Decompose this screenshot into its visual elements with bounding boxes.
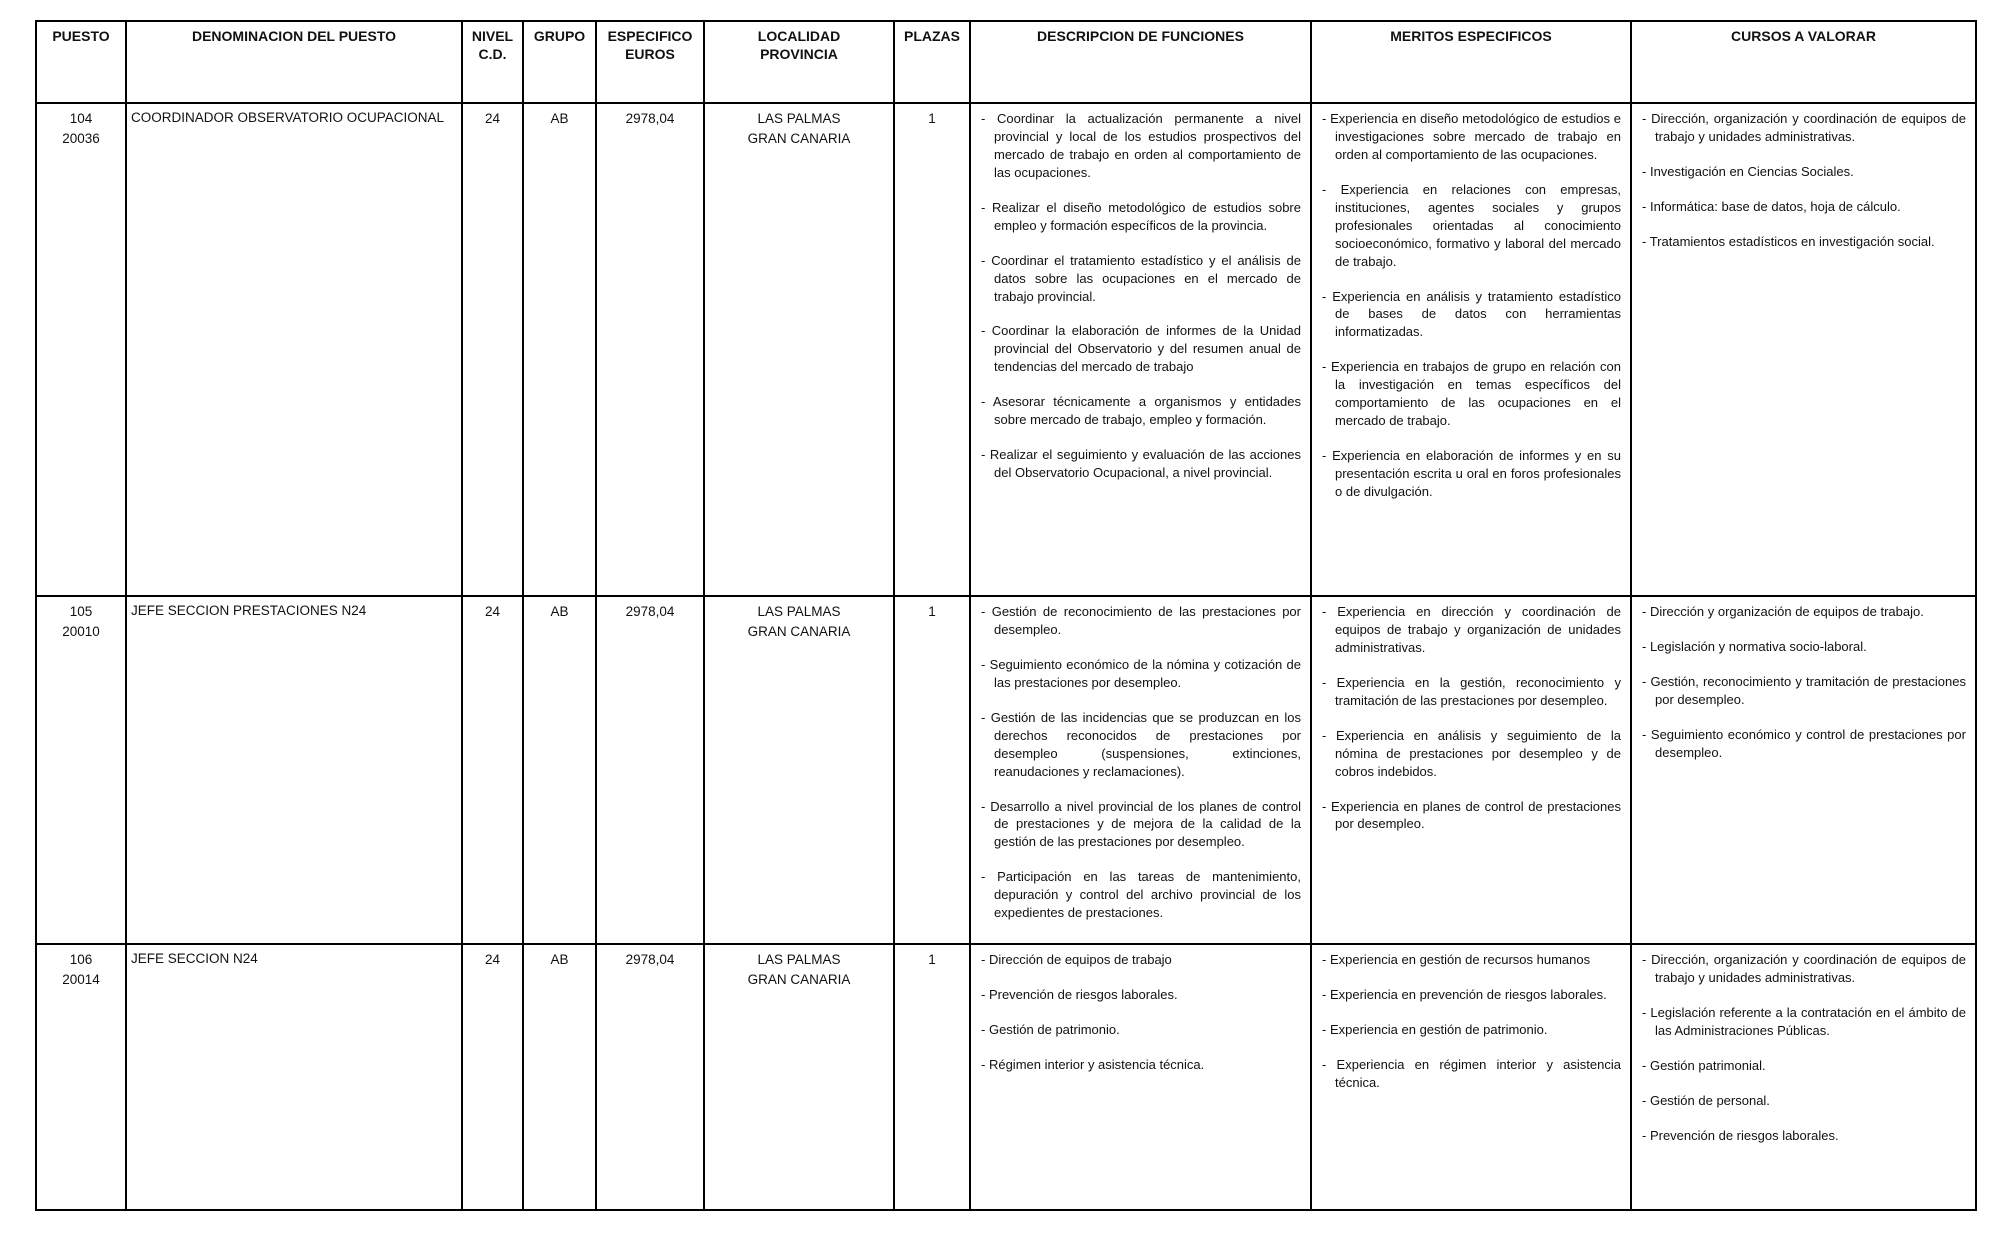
header-label-line: C.D. (478, 46, 507, 63)
cell-meritos-item: - Experiencia en gestión de recursos humanos (1322, 951, 1621, 969)
cell-funciones (970, 944, 1311, 1210)
col-header-denominacion (126, 21, 462, 103)
cell-cursos (1631, 103, 1976, 596)
header-label-line: DESCRIPCION DE FUNCIONES (1037, 28, 1244, 44)
cell-funciones-item: - Coordinar la elaboración de informes de la Unidad provincial del Observatorio y del resumen anual de tendencias del mercado de trabajo (981, 322, 1301, 376)
cell-localidad-line: LAS PALMAS (757, 111, 841, 126)
cell-meritos-item: - Experiencia en gestión de patrimonio. (1322, 1021, 1621, 1039)
cell-meritos-item: - Experiencia en diseño metodológico de estudios e investigaciones sobre mercado de trabajo en orden al comportamiento de las ocupaciones. (1322, 110, 1621, 164)
cell-cursos-item: - Legislación referente a la contratación en el ámbito de las Administraciones Públicas. (1642, 1004, 1966, 1040)
cell-meritos-item: - Experiencia en dirección y coordinación de equipos de trabajo y organización de unidades administrativas. (1322, 603, 1621, 657)
cell-puesto-line: 104 (69, 111, 93, 126)
cell-cursos-item: - Informática: base de datos, hoja de cálculo. (1642, 198, 1966, 216)
cell-cursos (1631, 596, 1976, 944)
cell-denominacion: JEFE SECCION N24 (126, 944, 462, 1210)
cell-cursos-item: - Seguimiento económico y control de prestaciones por desempleo. (1642, 726, 1966, 762)
header-label-line: LOCALIDAD (757, 28, 841, 44)
cell-localidad (704, 103, 894, 596)
cell-puesto (36, 103, 126, 596)
cell-localidad-line: LAS PALMAS (757, 952, 841, 968)
cell-plazas: 1 (894, 596, 970, 944)
cell-localidad (704, 944, 894, 1210)
cell-meritos-item: - Experiencia en la gestión, reconocimiento y tramitación de las prestaciones por desempleo. (1322, 674, 1621, 710)
col-header-localidad (704, 21, 894, 103)
cell-funciones (970, 103, 1311, 596)
cell-cursos-item: - Gestión de personal. (1642, 1092, 1966, 1110)
cell-cursos-item: - Dirección, organización y coordinación de equipos de trabajo y unidades administrativas. (1642, 951, 1966, 987)
cell-grupo: AB (523, 596, 596, 944)
cell-funciones-item: - Realizar el diseño metodológico de estudios sobre empleo y formación específicos de la provincia. (981, 199, 1301, 235)
cell-meritos-item: - Experiencia en análisis y tratamiento estadístico de bases de datos con herramientas informatizadas. (1322, 288, 1621, 342)
col-header-cursos (1631, 21, 1976, 103)
cell-cursos (1631, 944, 1976, 1210)
cell-cursos-item: - Legislación y normativa socio-laboral. (1642, 638, 1966, 656)
cell-grupo: AB (523, 103, 596, 596)
header-label-line: MERITOS ESPECIFICOS (1390, 28, 1552, 44)
cell-denominacion: JEFE SECCION PRESTACIONES N24 (126, 596, 462, 944)
cell-denominacion: COORDINADOR OBSERVATORIO OCUPACIONAL (126, 103, 462, 596)
cell-meritos (1311, 944, 1631, 1210)
cell-especifico: 2978,04 (596, 944, 704, 1210)
cell-funciones-item: - Coordinar la actualización permanente a nivel provincial y local de los estudios prospectivos del mercado de trabajo en orden al comportamiento de las ocupaciones. (981, 110, 1301, 182)
cell-cursos-item: - Gestión patrimonial. (1642, 1057, 1966, 1075)
job-positions-table (35, 20, 1977, 1211)
cell-nivel-cd: 24 (462, 596, 523, 944)
header-label-line: PLAZAS (904, 28, 960, 44)
header-label-line: NIVEL (471, 28, 514, 44)
cell-funciones-item: - Gestión de las incidencias que se produzcan en los derechos reconocidos de prestaciones por desempleo (suspensiones, extinciones, reanudaciones y reclamaciones). (981, 709, 1301, 781)
cell-cursos-item: - Dirección y organización de equipos de trabajo. (1642, 603, 1966, 621)
header-label-line: EUROS (625, 46, 675, 63)
cell-puesto-line: 106 (69, 952, 93, 968)
scanned-document-page (0, 20, 2000, 1249)
header-label-line: PUESTO (52, 28, 110, 44)
cell-meritos (1311, 596, 1631, 944)
col-header-grupo (523, 21, 596, 103)
cell-especifico: 2978,04 (596, 596, 704, 944)
cell-funciones-item: - Desarrollo a nivel provincial de los planes de control de prestaciones y de mejora de la calidad de la gestión de las prestaciones por desempleo. (981, 798, 1301, 852)
cell-nivel-cd: 24 (462, 103, 523, 596)
cell-nivel-cd: 24 (462, 944, 523, 1210)
cell-funciones-item: - Participación en las tareas de mantenimiento, depuración y control del archivo provincial de los expedientes de prestaciones. (981, 868, 1301, 922)
table-row (36, 103, 1976, 596)
cell-meritos-item: - Experiencia en análisis y seguimiento de la nómina de prestaciones por desempleo y de cobros indebidos. (1322, 727, 1621, 781)
cell-funciones-item: - Gestión de patrimonio. (981, 1021, 1301, 1039)
col-header-especifico (596, 21, 704, 103)
cell-funciones-item: - Asesorar técnicamente a organismos y entidades sobre mercado de trabajo, empleo y formación. (981, 393, 1301, 429)
cell-puesto-line: 20036 (62, 130, 100, 146)
cell-localidad-line: LAS PALMAS (757, 604, 841, 619)
cell-cursos-item: - Prevención de riesgos laborales. (1642, 1127, 1966, 1145)
cell-grupo: AB (523, 944, 596, 1210)
header-label-line: DENOMINACION DEL PUESTO (191, 28, 397, 44)
cell-localidad-line: GRAN CANARIA (747, 130, 851, 146)
cell-puesto-line: 105 (69, 604, 93, 619)
col-header-funciones (970, 21, 1311, 103)
col-header-nivel-cd (462, 21, 523, 103)
cell-plazas: 1 (894, 103, 970, 596)
header-label-line: PROVINCIA (760, 46, 838, 63)
table-body (36, 103, 1976, 1210)
cell-especifico: 2978,04 (596, 103, 704, 596)
cell-cursos-item: - Dirección, organización y coordinación de equipos de trabajo y unidades administrativas. (1642, 110, 1966, 146)
header-label-line: GRUPO (533, 28, 586, 44)
cell-funciones-item: - Realizar el seguimiento y evaluación de las acciones del Observatorio Ocupacional, a nivel provincial. (981, 446, 1301, 482)
cell-localidad (704, 596, 894, 944)
header-label-line: CURSOS A VALORAR (1731, 28, 1876, 44)
table-row (36, 596, 1976, 944)
cell-localidad-line: GRAN CANARIA (747, 623, 851, 639)
cell-localidad-line: GRAN CANARIA (747, 971, 851, 987)
col-header-puesto (36, 21, 126, 103)
cell-funciones-item: - Gestión de reconocimiento de las prestaciones por desempleo. (981, 603, 1301, 639)
cell-puesto (36, 596, 126, 944)
cell-funciones (970, 596, 1311, 944)
table-header (36, 21, 1976, 103)
cell-funciones-item: - Seguimiento económico de la nómina y cotización de las prestaciones por desempleo. (981, 656, 1301, 692)
cell-cursos-item: - Tratamientos estadísticos en investigación social. (1642, 233, 1966, 251)
cell-plazas: 1 (894, 944, 970, 1210)
table-row (36, 944, 1976, 1210)
cell-meritos-item: - Experiencia en relaciones con empresas, instituciones, agentes sociales y grupos profesionales orientadas al conocimiento socioeconómico, formativo y laboral del mercado de trabajo. (1322, 181, 1621, 271)
cell-meritos-item: - Experiencia en prevención de riesgos laborales. (1322, 986, 1621, 1004)
cell-cursos-item: - Gestión, reconocimiento y tramitación de prestaciones por desempleo. (1642, 673, 1966, 709)
cell-puesto-line: 20014 (62, 971, 100, 987)
cell-funciones-item: - Dirección de equipos de trabajo (981, 951, 1301, 969)
cell-cursos-item: - Investigación en Ciencias Sociales. (1642, 163, 1966, 181)
cell-meritos-item: - Experiencia en régimen interior y asistencia técnica. (1322, 1056, 1621, 1092)
col-header-plazas (894, 21, 970, 103)
header-row (36, 21, 1976, 103)
cell-funciones-item: - Coordinar el tratamiento estadístico y el análisis de datos sobre las ocupaciones en el mercado de trabajo provincial. (981, 252, 1301, 306)
cell-meritos-item: - Experiencia en elaboración de informes y en su presentación escrita u oral en foros profesionales o de divulgación. (1322, 447, 1621, 501)
cell-puesto (36, 944, 126, 1210)
cell-meritos-item: - Experiencia en trabajos de grupo en relación con la investigación en temas específicos del comportamiento de las ocupaciones en el mercado de trabajo. (1322, 358, 1621, 430)
cell-funciones-item: - Régimen interior y asistencia técnica. (981, 1056, 1301, 1074)
cell-meritos (1311, 103, 1631, 596)
cell-meritos-item: - Experiencia en planes de control de prestaciones por desempleo. (1322, 798, 1621, 834)
cell-puesto-line: 20010 (62, 623, 100, 639)
col-header-meritos (1311, 21, 1631, 103)
header-label-line: ESPECIFICO (607, 28, 693, 44)
cell-funciones-item: - Prevención de riesgos laborales. (981, 986, 1301, 1004)
